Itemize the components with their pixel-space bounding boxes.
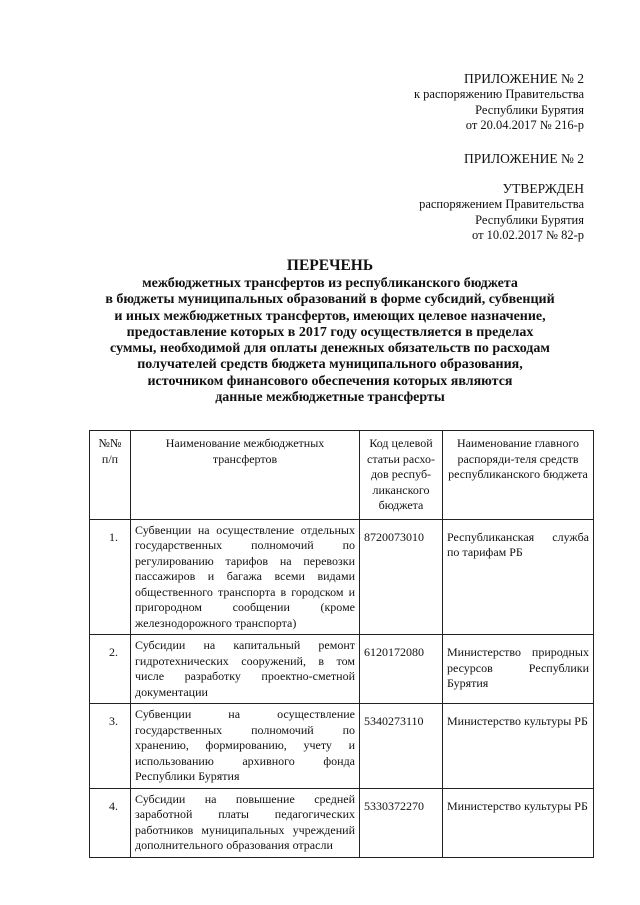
document-title-line: и иных межбюджетных трансфертов, имеющих целевое назначение,	[114, 308, 546, 324]
approval-header	[419, 180, 584, 244]
column-header-code: Код целевой статьи расхо-дов респуб-ликанского бюджета	[360, 431, 443, 520]
budget-code: 6120172080	[360, 635, 443, 704]
document-title-line: источником финансового обеспечения которых являются	[147, 373, 513, 389]
approval-reference-line: распоряжением Правительства	[419, 197, 584, 211]
annex-reference-date: от 20.04.2017 № 216-р	[465, 118, 584, 132]
table-header-row	[90, 431, 594, 520]
transfers-table	[89, 430, 594, 858]
approval-reference-line: Республики Бурятия	[475, 212, 584, 227]
transfer-name: Субсидии на капитальный ремонт гидротехнических сооружений, в том числе разработку проектно-сметной документации	[131, 635, 360, 704]
document-title-line: суммы, необходимой для оплаты денежных обязательств по расходам	[110, 341, 550, 357]
table-row	[90, 788, 594, 857]
document-title-line: данные межбюджетные трансферты	[215, 390, 445, 406]
budget-code: 8720073010	[360, 519, 443, 635]
transfer-name: Субвенции на осуществление отдельных государственных полномочий по регулированию тарифов на перевозки пассажиров и багажа всеми видами общественного транспорта в городском и пригородном сообщении (кроме железнодорожного транспорта)	[131, 519, 360, 635]
table-row	[90, 635, 594, 704]
transfer-name: Субсидии на повышение средней заработной платы педагогических работников муниципальных учреждений дополнительного образования отрасли	[131, 788, 360, 857]
approval-title: УТВЕРЖДЕН	[502, 181, 584, 196]
transfer-name: Субвенции на осуществление государственных полномочий по хранению, формированию, учету и использованию архивного фонда Республики Бурятия	[131, 704, 360, 789]
budget-code: 5340273110	[360, 704, 443, 789]
annex-title: ПРИЛОЖЕНИЕ № 2	[463, 151, 584, 166]
document-title-line: получателей средств бюджета муниципального образования,	[137, 357, 523, 373]
annex-reference-line: Республики Бурятия	[475, 102, 584, 117]
budget-code: 5330372270	[360, 788, 443, 857]
column-header-name: Наименование межбюджетных трансфертов	[131, 431, 360, 520]
document-title-line: в бюджеты муниципальных образований в форме субсидий, субвенций	[105, 292, 555, 308]
annex-title: ПРИЛОЖЕНИЕ № 2	[463, 71, 584, 86]
annex-header-current	[414, 70, 584, 134]
document-title-main: ПЕРЕЧЕНЬ	[286, 257, 374, 274]
document-title	[60, 257, 600, 406]
document-title-line: предоставление которых в 2017 году осуществляется в пределах	[126, 324, 534, 340]
annex-reference-line: к распоряжению Правительства	[413, 87, 584, 101]
approval-reference-date: от 10.02.2017 № 82-р	[471, 228, 584, 242]
budget-administrator: Республиканская служба по тарифам РБ	[443, 519, 594, 635]
column-header-admin: Наименование главного распоряди-теля средств республиканского бюджета	[443, 431, 594, 520]
budget-administrator: Министерство культуры РБ	[443, 704, 594, 789]
row-number: 1.	[90, 519, 131, 635]
row-number: 3.	[90, 704, 131, 789]
row-number: 4.	[90, 788, 131, 857]
budget-administrator: Министерство природных ресурсов Республики Бурятия	[443, 635, 594, 704]
budget-administrator: Министерство культуры РБ	[443, 788, 594, 857]
document-title-line: межбюджетных трансфертов из республиканского бюджета	[142, 276, 518, 291]
column-header-num: №№ п/п	[90, 431, 131, 520]
row-number: 2.	[90, 635, 131, 704]
table-row	[90, 704, 594, 789]
table-row	[90, 519, 594, 635]
annex-header-original	[464, 150, 584, 167]
